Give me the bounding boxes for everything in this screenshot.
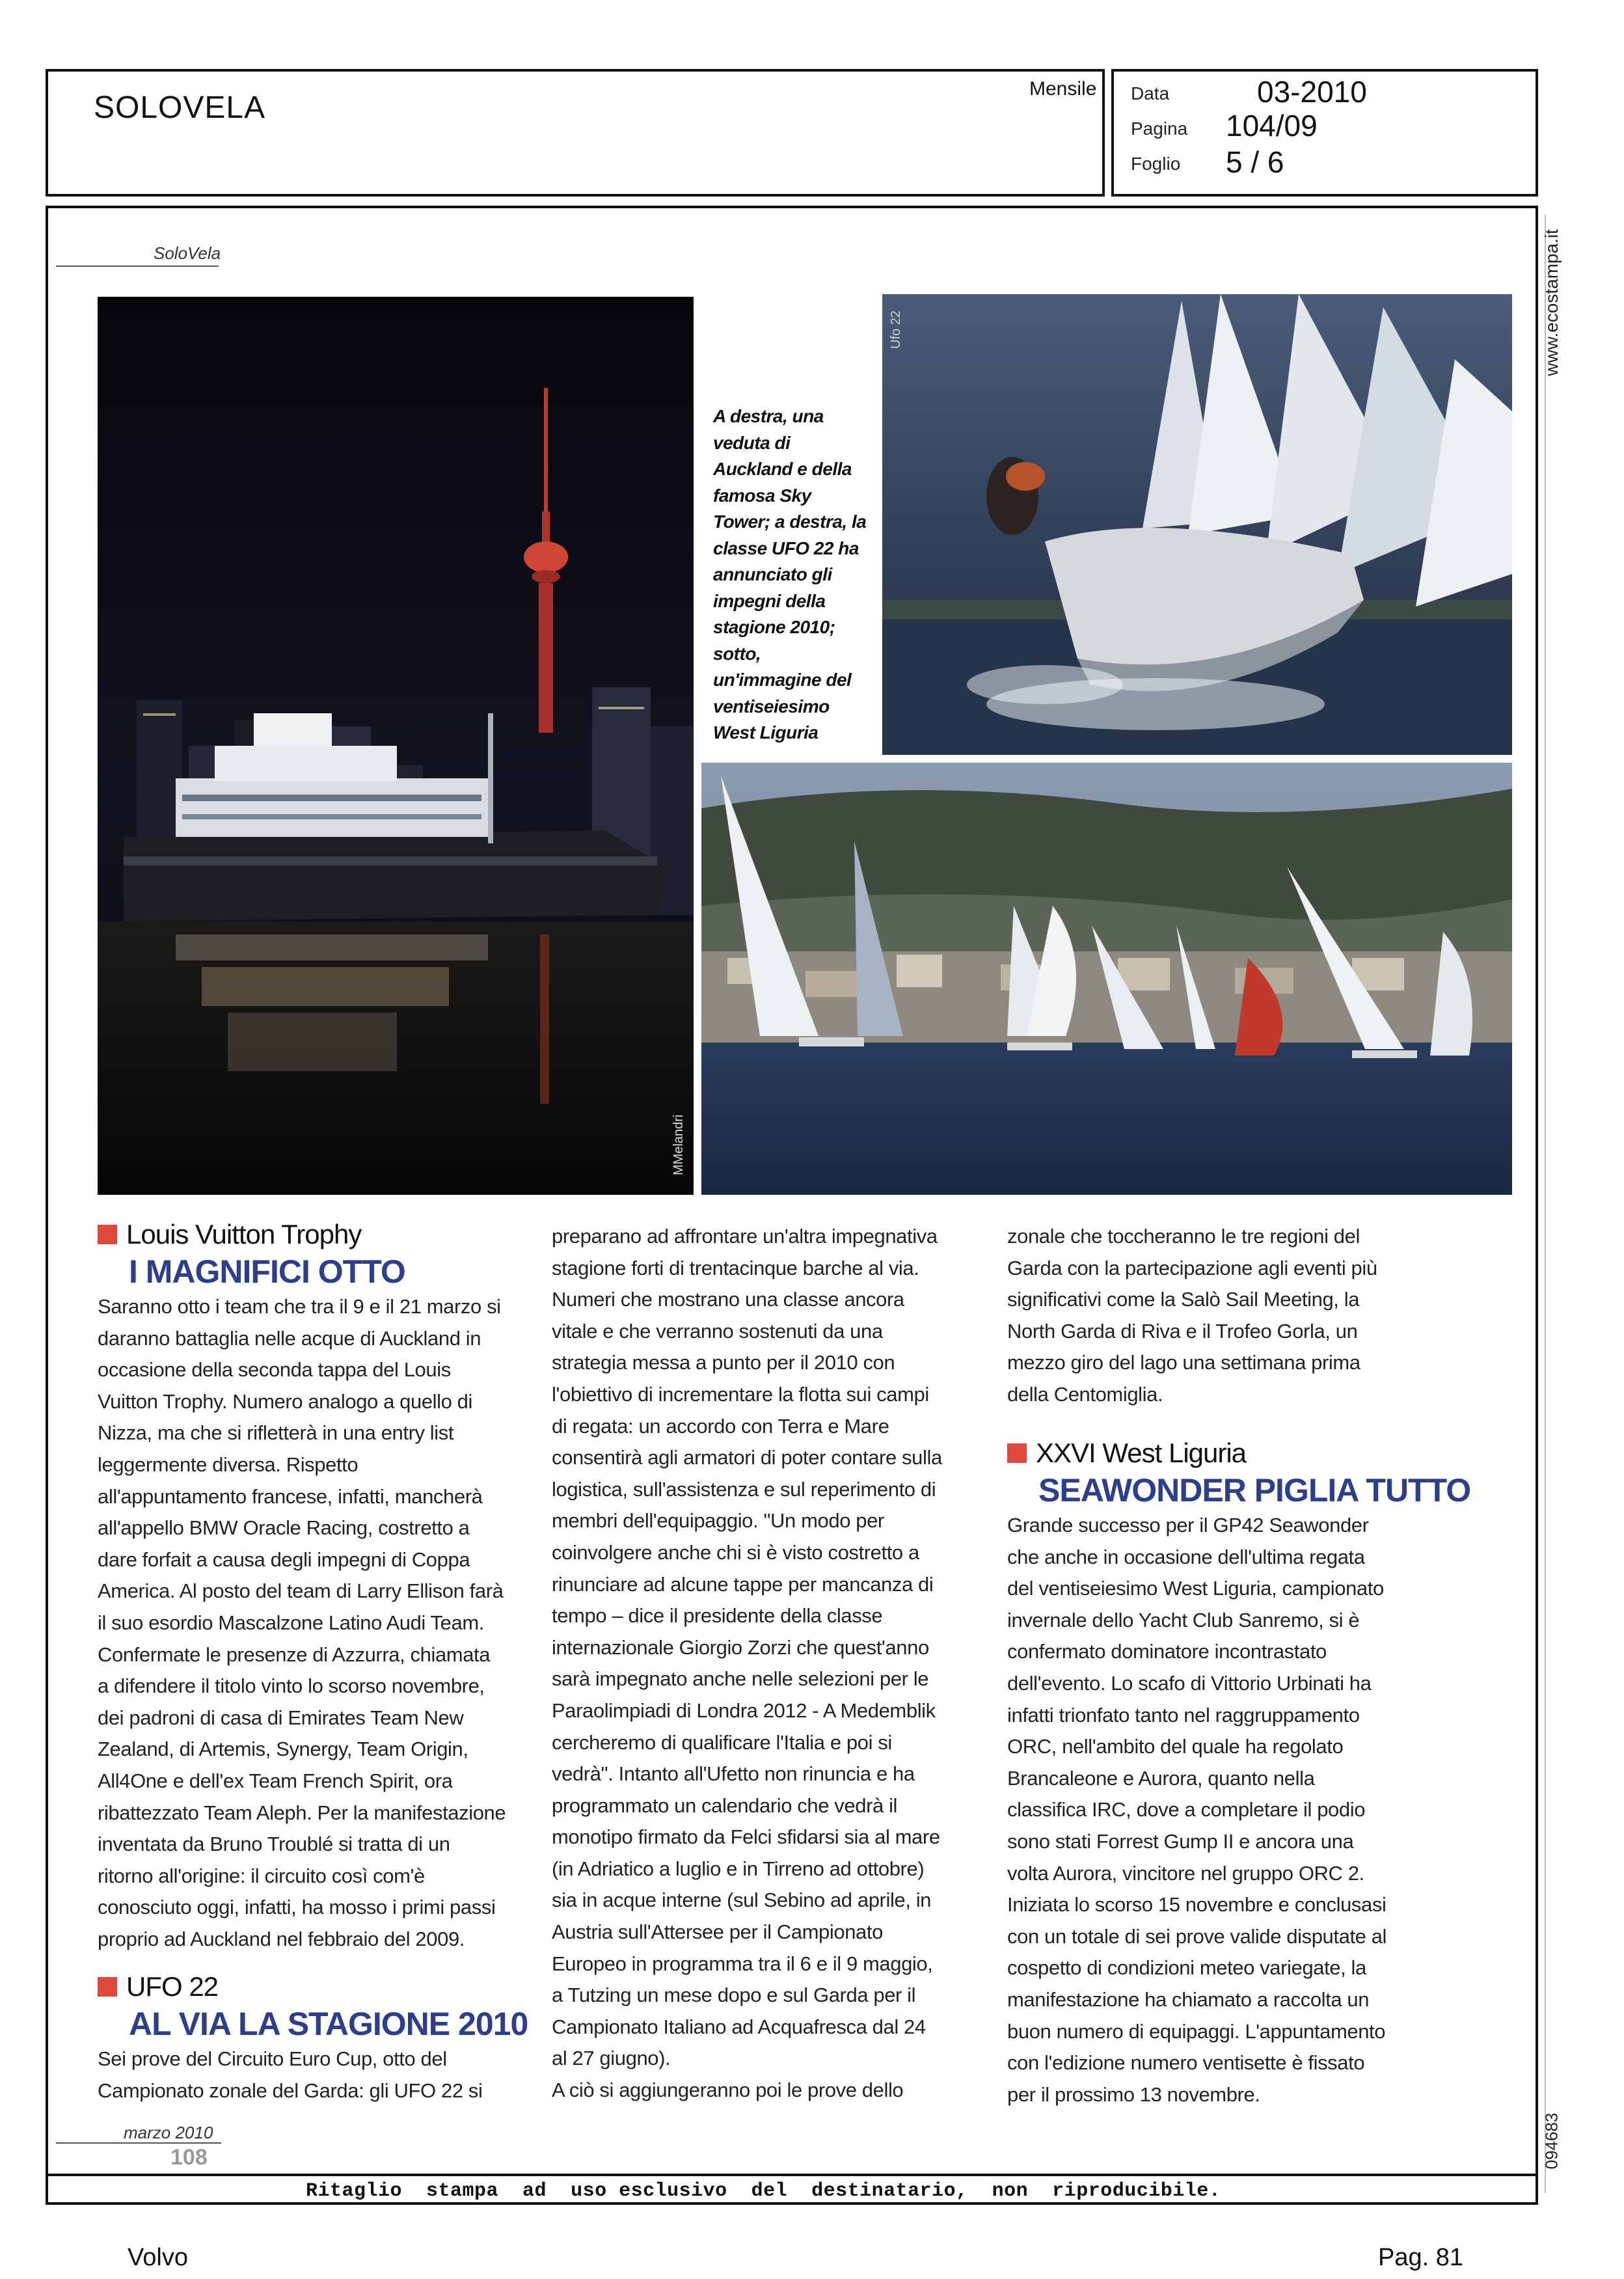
article-line: Brancaleone e Aurora, quanto nella [1007,1766,1315,1790]
footer-issue-date: marzo 2010 [124,2123,213,2142]
article-louis-vuitton [98,1217,506,1955]
article-line: volta Aurora, vincitore nel gruppo ORC 2. [1007,1861,1364,1885]
caption-line: un'immagine del [713,670,852,690]
article-line: Zealand, di Artemis, Synergy, Team Origin, [98,1738,468,1761]
frame-divider [46,2174,1538,2176]
article-line: daranno battaglia nelle acque di Auckland in [98,1326,481,1350]
louis-vuitton-kicker-text: Louis Vuitton Trophy [126,1218,362,1249]
article-line: North Garda di Riva e il Trofeo Gorla, un [1007,1319,1358,1343]
article-line: Paraolimpiadi di Londra 2012 - A Medemblik [552,1699,936,1722]
west-liguria-kicker-text: XXVI West Liguria [1036,1437,1247,1468]
article-line: dell'evento. Lo scafo di Vittorio Urbinati ha [1007,1671,1372,1695]
article-line: mezzo giro del lago una settimana prima [1007,1351,1360,1374]
magazine-name: SoloVela [154,243,221,263]
article-line: Europeo in programma tra il 6 e il 9 maggio, [552,1952,933,1975]
article-line: vedrà". Intanto all'Ufetto non rinuncia e ha [552,1762,915,1786]
louis-vuitton-title: I MAGNIFICI OTTO [129,1253,405,1290]
article-line: proprio ad Auckland nel febbraio del 2009. [98,1927,465,1950]
louis-vuitton-kicker [98,1217,506,1252]
article-line: ritorno all'origine: il circuito così com'è [98,1864,425,1887]
article-line: classifica IRC, dove a completare il podio [1007,1798,1366,1822]
sheet-label: Foglio [1131,154,1181,174]
article-line: occasione della seconda tappa del Louis [98,1358,451,1382]
article-line: Iniziata lo scorso 15 novembre e conclusasi [1007,1893,1387,1917]
article-line: dare forfait a causa degli impegni di Coppa [98,1548,470,1571]
date-label: Data [1131,83,1170,103]
section-marker-icon [98,1225,117,1244]
photo-caption [713,403,876,746]
article-line: Numeri che mostrano una classe ancora [552,1288,904,1311]
caption-line: sotto, [713,643,761,664]
ufo22-kicker [98,1969,528,2004]
article-line: stagione forti di trentacinque barche al via. [552,1256,919,1279]
article-line: all'appuntamento francese, infatti, mancherà [98,1484,483,1508]
article-line: significativi come la Salò Sail Meeting, la [1007,1288,1360,1311]
article-line: il suo esordio Mascalzone Latino Audi Team. [98,1611,484,1634]
article-line: dei padroni di casa di Emirates Team New [98,1706,464,1729]
page-label: Pagina [1131,118,1188,139]
auckland-photo-credit: MMelandri [671,1114,686,1175]
ufo22-kicker-text: UFO 22 [126,1971,219,2002]
article-line: membri dell'equipaggio. "Un modo per [552,1509,884,1533]
article-line: conosciuto oggi, infatti, ha mosso i primi passi [98,1896,496,1919]
article-line: cospetto di condizioni meteo variegate, la [1007,1956,1366,1980]
article-ufo22-end [1007,1221,1377,1411]
article-west-liguria [1007,1436,1470,2110]
client-brand: Volvo [128,2244,188,2271]
caption-line: Tower; a destra, la [713,512,867,532]
article-line: consentirà agli armatori di poter contare sulla [552,1446,942,1469]
article-line: cercheremo di qualificare l'Italia e poi si [552,1730,892,1754]
auckland-photo [98,297,694,1195]
article-line: per il prossimo 13 novembre. [1007,2082,1260,2106]
west-liguria-title: SEAWONDER PIGLIA TUTTO [1038,1472,1471,1508]
article-line: Sei prove del Circuito Euro Cup, otto del [98,2047,447,2070]
article-line: con l'edizione numero ventisette è fissato [1007,2051,1365,2075]
section-marker-icon [98,1977,117,1997]
article-line: inventata da Bruno Troublé si tratta di un [98,1833,450,1856]
article-line: della Centomiglia. [1007,1382,1163,1406]
article-line: ribattezzato Team Aleph. Per la manifestazione [98,1801,506,1824]
date-value: 03-2010 [1257,75,1367,109]
article-line: con un totale di sei prove valide disputate al [1007,1924,1387,1948]
article-line: zonale che toccheranno le tre regioni del [1007,1225,1360,1248]
article-line: Grande successo per il GP42 Seawonder [1007,1514,1369,1536]
west-liguria-photo-drawing [701,763,1512,1195]
article-line: Confermate le presenze di Azzurra, chiamata [98,1643,491,1666]
ufo22-photo-credit: Ufo 22 [889,310,903,349]
article-line: internazionale Giorgio Zorzi che quest'anno [552,1635,929,1659]
article-line: preparano ad affrontare un'altra impegnativa [552,1225,938,1248]
ufo22-photo [882,294,1512,755]
website-text: www.ecostampa.it [1541,229,1562,376]
article-line: sia in acque interne (sul Sebino ad aprile, in [552,1889,932,1912]
caption-line: annunciato gli [713,564,832,584]
section-marker-icon [1007,1443,1027,1463]
article-ufo22 [98,1969,528,2107]
article-line: rinunciare ad alcune tappe per mancanza di [552,1572,934,1596]
west-liguria-kicker [1007,1436,1470,1471]
publication-name: SOLOVELA [94,90,266,125]
article-line: Campionato zonale del Garda: gli UFO 22 si [98,2079,483,2102]
footer-rule [56,2142,221,2144]
article-line: l'obiettivo di incrementare la flotta sui campi [552,1382,929,1406]
article-line: (in Adriatico a luglio e in Tirreno ad ottobre) [552,1857,925,1880]
sheet-value: 5 / 6 [1226,145,1284,179]
pagination: Pag. 81 [1378,2244,1463,2271]
caption-line: stagione 2010; [713,617,835,637]
caption-line: famosa Sky [713,485,811,506]
article-line: al 27 giugno). [552,2047,671,2070]
caption-line: classe UFO 22 ha [713,538,859,558]
article-line: tempo – dice il presidente della classe [552,1604,883,1628]
caption-line: A destra, una [713,406,824,426]
caption-line: impegni della [713,590,826,611]
inner-rule [1545,215,1546,2193]
website-vertical [1536,221,1568,384]
caption-line: Auckland e della [713,459,852,479]
article-line: confermato dominatore incontrastato [1007,1640,1327,1663]
auckland-photo-drawing [98,297,694,1195]
article-line: monotipo firmato da Felci sfidarsi sia al mare [552,1825,940,1849]
article-line: America. Al posto del team di Larry Ellison farà [98,1579,504,1603]
article-line: Garda con la partecipazione agli eventi più [1007,1256,1377,1279]
article-line: a difendere il titolo vinto lo scorso novembre, [98,1674,485,1698]
clipping-code [1536,2102,1568,2180]
west-liguria-photo [701,763,1512,1195]
article-line: di regata: un accordo con Terra e Mare [552,1414,889,1438]
caption-line: ventiseiesimo [713,696,830,716]
magazine-rule [56,266,219,267]
article-line: sono stati Forrest Gump II e ancora una [1007,1829,1354,1853]
article-line: Campionato Italiano ad Acquafresca dal 24 [552,2015,926,2038]
article-line: strategia messa a punto per il 2010 con [552,1351,895,1374]
article-line: all'appello BMW Oracle Racing, costretto a [98,1516,470,1540]
article-line: manifestazione ha chiamato a raccolta un [1007,1987,1370,2011]
article-line: leggermente diversa. Rispetto [98,1453,359,1476]
article-ufo22-continued [552,1221,942,2107]
article-line: infatti trionfato tanto nel raggruppamento [1007,1703,1360,1726]
ufo22-title: AL VIA LA STAGIONE 2010 [129,2006,528,2042]
article-line: All4One e dell'ex Team French Spirit, ora [98,1769,453,1792]
article-line: coinvolgere anche chi si è visto costretto a [552,1540,919,1564]
article-line: a Tutzing un mese dopo e sul Garda per il [552,1984,916,2007]
article-line: Saranno otto i team che tra il 9 e il 21 marzo si [98,1295,501,1318]
footer-page-number: 108 [170,2145,208,2170]
periodicity-label: Mensile [1029,78,1097,100]
caption-line: veduta di [713,432,791,453]
clipping-disclaimer: Ritaglio stampa ad uso esclusivo del destinatario, non riproducibile. [306,2180,1221,2202]
clipping-code-text: 094683 [1541,2112,1562,2170]
article-line: ORC, nell'ambito del quale ha regolato [1007,1735,1344,1758]
article-line: invernale dello Yacht Club Sanremo, si è [1007,1608,1360,1631]
page-value: 104/09 [1226,109,1318,143]
header-publication-box [46,69,1105,197]
ufo22-photo-drawing [882,294,1512,755]
article-line: Austria sull'Attersee per il Campionato [552,1920,883,1944]
article-line: che anche in occasione dell'ultima regata [1007,1545,1365,1568]
article-line: A ciò si aggiungeranno poi le prove dello [552,2079,904,2102]
article-line: vitale e che verranno sostenuti da una [552,1319,883,1343]
article-line: buon numero di equipaggi. L'appuntamento [1007,2019,1386,2043]
article-line: logistica, sull'assistenza e sul reperimento di [552,1477,936,1501]
article-line: sarà impegnato anche nelle selezioni per le [552,1667,929,1691]
article-line: Nizza, ma che si rifletterà in una entry list [98,1421,454,1445]
article-line: Vuitton Trophy. Numero analogo a quello di [98,1389,473,1413]
article-line: del ventiseiesimo West Liguria, campionato [1007,1577,1384,1600]
caption-line: West Liguria [713,722,819,743]
article-line: programmato un calendario che vedrà il [552,1794,898,1817]
